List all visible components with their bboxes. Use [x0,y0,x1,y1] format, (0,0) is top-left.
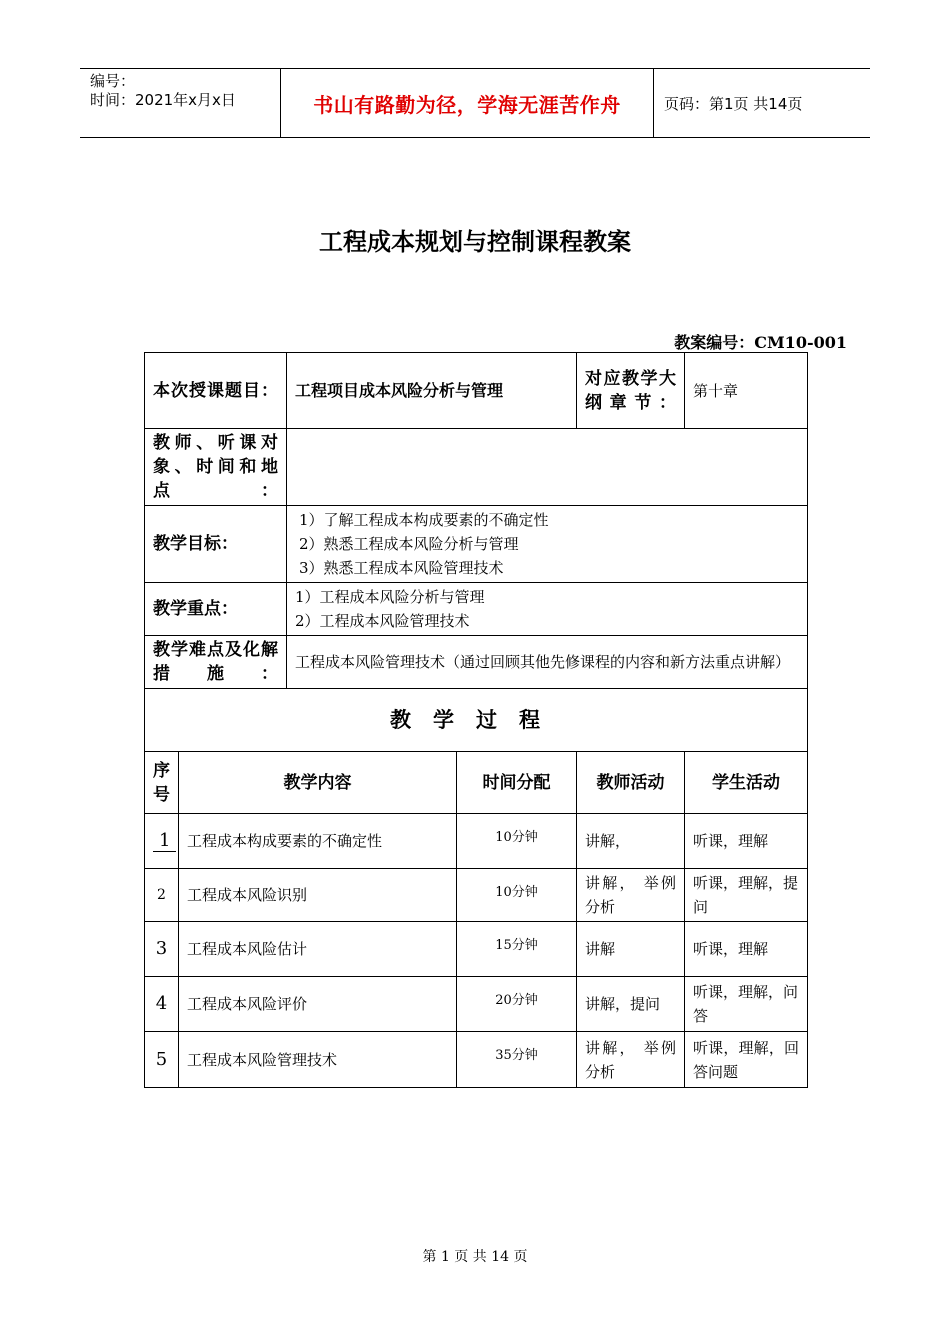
row-number: 5 [145,1032,179,1088]
row-student: 听课，理解 [685,922,808,977]
row-duration: 10分钟 [457,814,577,869]
page-footer: 第 1 页 共 14 页 [422,1249,528,1265]
table-row [145,814,808,869]
column-header-teacher: 教师活动 [577,752,685,814]
objective-item: 1）了解工程成本构成要素的不确定性 [299,511,549,529]
topic-label: 本次授课题目： [145,353,287,429]
row-content: 工程成本构成要素的不确定性 [179,814,457,869]
topic-value: 工程项目成本风险分析与管理 [287,353,577,429]
table-row [145,922,808,977]
row-duration: 35分钟 [457,1032,577,1088]
row-teacher: 讲解， [577,814,685,869]
table-row [145,1032,808,1088]
row-content: 工程成本风险管理技术 [179,1032,457,1088]
row-teacher: 讲解， 举例分析 [577,869,685,922]
keypoints-list [287,583,808,636]
audience-label: 教师、听课对象、时间和地点： [145,429,287,506]
row-teacher: 讲解，提问 [577,977,685,1032]
page-header [80,68,870,138]
table-row [145,977,808,1032]
process-title: 教学过程 [145,689,808,752]
row-duration: 10分钟 [457,869,577,922]
row-duration: 20分钟 [457,977,577,1032]
objective-item: 3）熟悉工程成本风险管理技术 [299,559,504,577]
row-student: 听课，理解，回答问题 [685,1032,808,1088]
document-number: 编号： [90,72,136,90]
row-number: 1 [145,814,179,869]
outline-label: 对应教学大纲章节： [577,353,685,429]
header-meta [80,69,281,137]
column-header-number: 序号 [145,752,179,814]
motto: 书山有路勤为径，学海无涯苦作舟 [313,92,621,117]
column-header-duration: 时间分配 [457,752,577,814]
row-teacher: 讲解， 举例分析 [577,1032,685,1088]
row-content: 工程成本风险评价 [179,977,457,1032]
row-teacher: 讲解 [577,922,685,977]
objective-item: 2）熟悉工程成本风险分析与管理 [299,535,519,553]
row-student: 听课，理解，提问 [685,869,808,922]
keypoints-label: 教学重点： [145,583,287,636]
column-header-content: 教学内容 [179,752,457,814]
table-row [145,869,808,922]
lesson-plan-table [144,352,808,1088]
keypoint-item: 1）工程成本风险分析与管理 [295,588,485,606]
objectives-label: 教学目标： [145,506,287,583]
header-motto-cell [281,69,654,137]
column-header-student: 学生活动 [685,752,808,814]
row-student: 听课，理解，问答 [685,977,808,1032]
difficulty-value: 工程成本风险管理技术（通过回顾其他先修课程的内容和新方法重点讲解） [287,636,808,689]
page-title: 工程成本规划与控制课程教案 [319,228,631,256]
objectives-list [287,506,808,583]
row-student: 听课，理解 [685,814,808,869]
plan-number: 教案编号：CM10-001 [674,333,847,352]
document-time: 时间：2021年x月x日 [90,91,236,109]
row-number: 2 [145,869,179,922]
row-number: 3 [145,922,179,977]
difficulty-label: 教学难点及化解措施： [145,636,287,689]
page-info: 页码：第1页 共14页 [664,94,803,113]
row-number: 4 [145,977,179,1032]
keypoint-item: 2）工程成本风险管理技术 [295,612,470,630]
outline-value: 第十章 [685,353,808,429]
row-content: 工程成本风险估计 [179,922,457,977]
row-duration: 15分钟 [457,922,577,977]
audience-value [287,429,808,506]
row-content: 工程成本风险识别 [179,869,457,922]
